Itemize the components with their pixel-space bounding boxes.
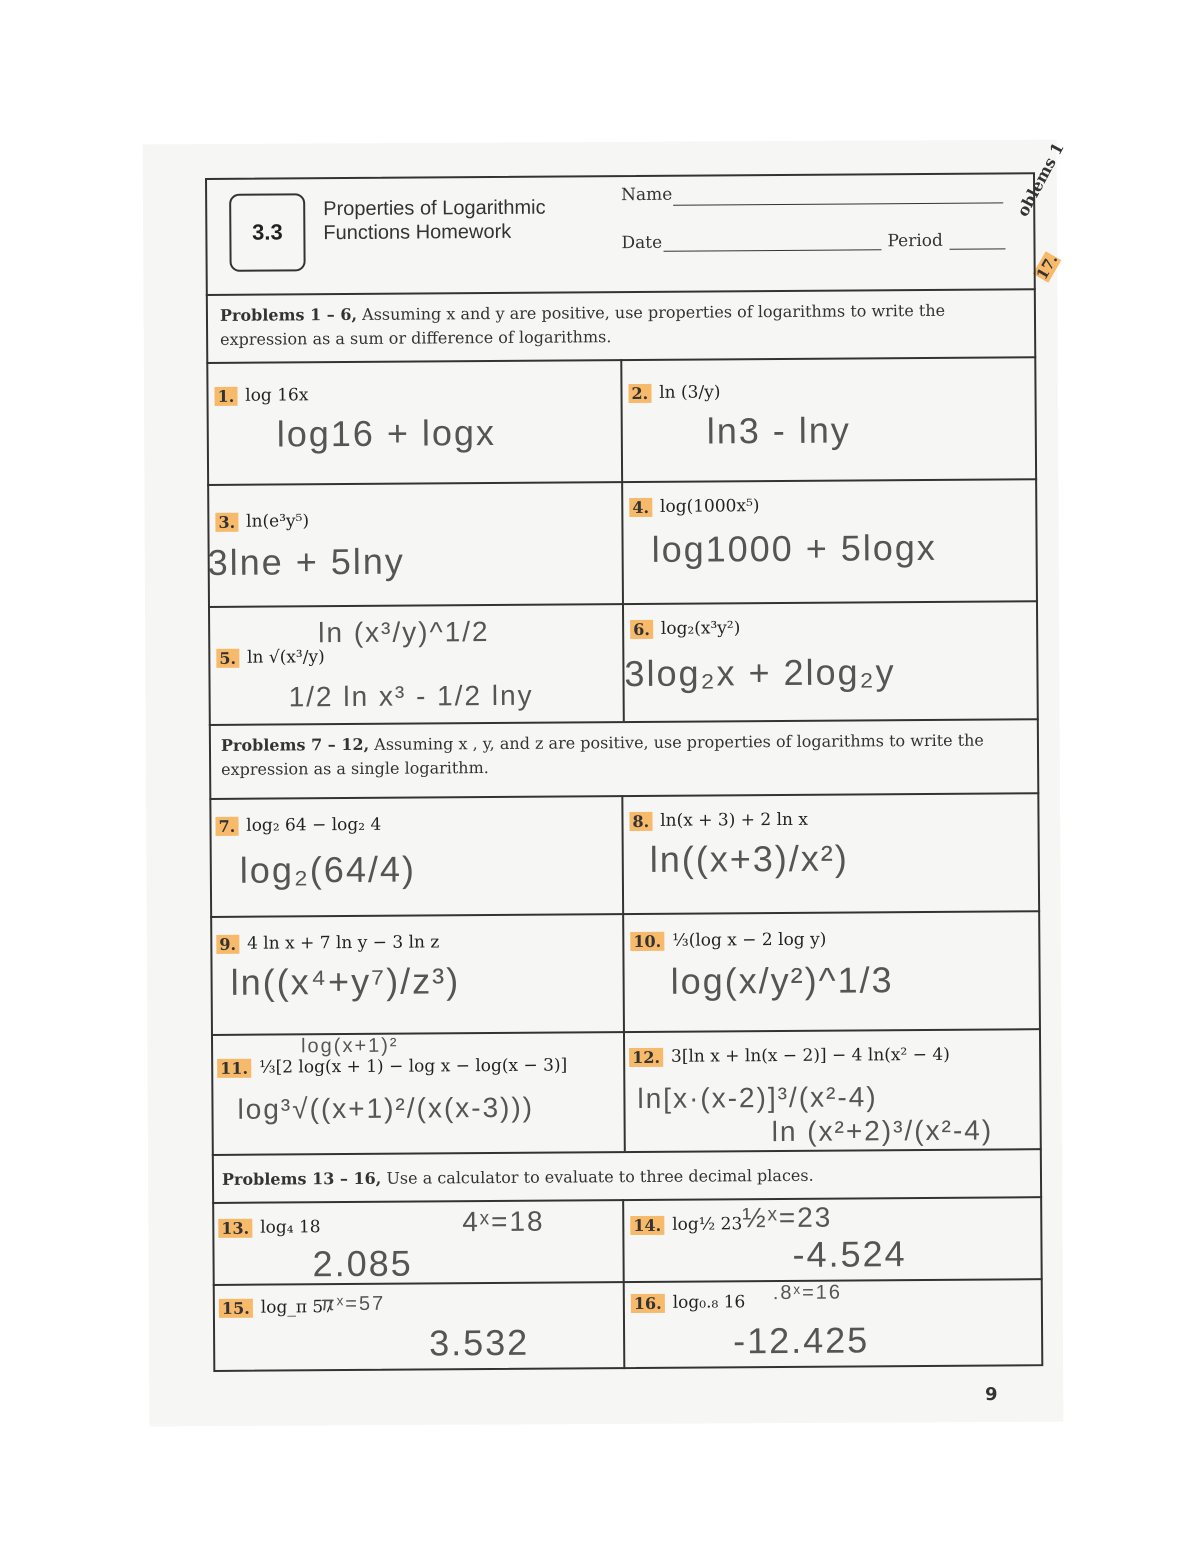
problem-expression: log₂ 64 − log₂ 4 bbox=[246, 814, 382, 836]
title-line-1: Properties of Logarithmic bbox=[323, 196, 546, 221]
problem-number: 10. bbox=[630, 931, 664, 950]
problem-expression: log₀.₈ 16 bbox=[672, 1292, 746, 1313]
handwritten-answer: ln((x+3)/x²) bbox=[649, 837, 849, 880]
instructions-1 bbox=[220, 298, 1020, 352]
problem-expression: ⅓(log x − 2 log y) bbox=[672, 929, 827, 951]
problem-number: 13. bbox=[218, 1218, 252, 1237]
problem-5 bbox=[216, 647, 324, 668]
problem-14 bbox=[630, 1214, 742, 1235]
handwritten-answer: 2.085 bbox=[312, 1242, 413, 1285]
handwritten-answer: -4.524 bbox=[792, 1233, 907, 1275]
page-number: 9 bbox=[985, 1384, 998, 1405]
handwritten-answer: log₂(64/4) bbox=[239, 848, 417, 891]
section-badge: 3.3 bbox=[229, 193, 306, 272]
problem-15 bbox=[219, 1297, 334, 1318]
problem-expression: ln (3/y) bbox=[659, 382, 721, 403]
handwritten-note: .8ˣ=16 bbox=[772, 1281, 843, 1305]
problem-expression: log 16x bbox=[245, 385, 309, 406]
instructions-2-text: Assuming x , y, and z are positive, use properties of logarithms to write the expression as a single logarithm. bbox=[221, 730, 984, 779]
problem-number: 5. bbox=[216, 648, 239, 667]
problem-expression: ln(e³y⁵) bbox=[246, 511, 310, 532]
problem-expression: ln √(x³/y) bbox=[246, 647, 325, 668]
problem-16 bbox=[631, 1292, 746, 1313]
problem-expression: 3[ln x + ln(x − 2)] − 4 ln(x² − 4) bbox=[670, 1044, 950, 1067]
problem-number: 15. bbox=[219, 1298, 253, 1317]
handwritten-answer-step: 1/2 ln x³ - 1/2 lny bbox=[288, 679, 534, 713]
problem-4 bbox=[629, 496, 759, 517]
handwritten-answer: 3.532 bbox=[428, 1321, 530, 1364]
problem-number: 4. bbox=[629, 497, 652, 516]
handwritten-note: πˣ=57 bbox=[320, 1292, 386, 1316]
problem-6 bbox=[630, 618, 740, 639]
name-label: Name bbox=[621, 184, 673, 206]
handwritten-answer: 3log₂x + 2log₂y bbox=[624, 651, 896, 695]
problem-number: 3. bbox=[215, 512, 238, 531]
problem-number: 12. bbox=[629, 1047, 663, 1066]
instructions-3-bold: Problems 13 – 16, bbox=[221, 1168, 382, 1189]
problem-number: 1. bbox=[214, 386, 237, 405]
handwritten-answer: -12.425 bbox=[732, 1319, 870, 1362]
problem-1 bbox=[214, 385, 308, 406]
problem-expression: log(1000x⁵) bbox=[659, 496, 760, 517]
problem-expression: log_π 57 bbox=[260, 1297, 335, 1318]
handwritten-answer: ln[x·(x-2)]³/(x²-4) bbox=[637, 1081, 878, 1115]
problem-number: 14. bbox=[630, 1215, 664, 1234]
instructions-2 bbox=[221, 728, 1021, 782]
problem-number: 9. bbox=[216, 934, 239, 953]
problem-expression: log₄ 18 bbox=[260, 1217, 321, 1238]
handwritten-answer: log(x/y²)^1/3 bbox=[670, 959, 894, 1002]
problem-9 bbox=[216, 932, 439, 954]
instructions-1-bold: Problems 1 – 6, bbox=[219, 304, 358, 325]
problem-expression: log₂(x³y²) bbox=[660, 618, 741, 639]
edge-text-problems: oblems 1 bbox=[1013, 139, 1068, 220]
problem-number: 6. bbox=[630, 619, 653, 638]
worksheet bbox=[205, 172, 1045, 1374]
handwritten-note: 4ˣ=18 bbox=[462, 1205, 545, 1238]
period-label: Period bbox=[887, 230, 943, 252]
handwritten-note: log(x+1)² bbox=[300, 1034, 399, 1058]
handwritten-answer: ln (x³/y)^1/2 bbox=[318, 616, 490, 649]
problem-10 bbox=[630, 930, 826, 951]
worksheet-title bbox=[323, 195, 613, 245]
problem-number: 11. bbox=[217, 1058, 251, 1077]
handwritten-answer: ln((x⁴+y⁷)/z³) bbox=[230, 960, 461, 1003]
problem-expression: ln(x + 3) + 2 ln x bbox=[660, 809, 809, 831]
handwritten-answer-step: ln (x²+2)³/(x²-4) bbox=[771, 1114, 994, 1148]
problem-2 bbox=[628, 382, 720, 403]
problem-3 bbox=[215, 511, 309, 532]
handwritten-answer: log1000 + 5logx bbox=[651, 526, 937, 570]
problem-number: 2. bbox=[628, 383, 651, 402]
problem-number: 8. bbox=[629, 811, 652, 830]
problem-13 bbox=[218, 1217, 320, 1238]
problem-8 bbox=[629, 810, 808, 831]
date-label: Date bbox=[621, 232, 663, 254]
problem-7 bbox=[215, 815, 381, 836]
problem-expression: ⅓[2 log(x + 1) − log x − log(x − 3)] bbox=[258, 1055, 568, 1078]
instructions-3-text: Use a calculator to evaluate to three decimal places. bbox=[381, 1165, 814, 1188]
problem-number: 7. bbox=[215, 816, 238, 835]
problem-number: 16. bbox=[631, 1293, 665, 1312]
problem-expression: 4 ln x + 7 ln y − 3 ln z bbox=[246, 932, 440, 954]
handwritten-answer: 3lne + 5lny bbox=[207, 540, 405, 583]
title-line-2: Functions Homework bbox=[323, 220, 512, 245]
instructions-1-text: Assuming x and y are positive, use properties of logarithms to write the expression as a sum or difference of logarithms. bbox=[220, 300, 946, 349]
handwritten-answer: log16 + logx bbox=[276, 411, 497, 455]
problem-expression: log½ 23 bbox=[672, 1214, 743, 1235]
handwritten-answer: ln3 - lny bbox=[706, 409, 851, 452]
edge-text-number: 17. bbox=[1032, 251, 1062, 283]
handwritten-note: ½ˣ=23 bbox=[742, 1201, 833, 1234]
problem-11 bbox=[217, 1055, 567, 1077]
handwritten-answer: log³√((x+1)²/(x(x-3))) bbox=[237, 1091, 535, 1125]
instructions-2-bold: Problems 7 – 12, bbox=[220, 734, 370, 755]
problem-12 bbox=[629, 1045, 950, 1067]
